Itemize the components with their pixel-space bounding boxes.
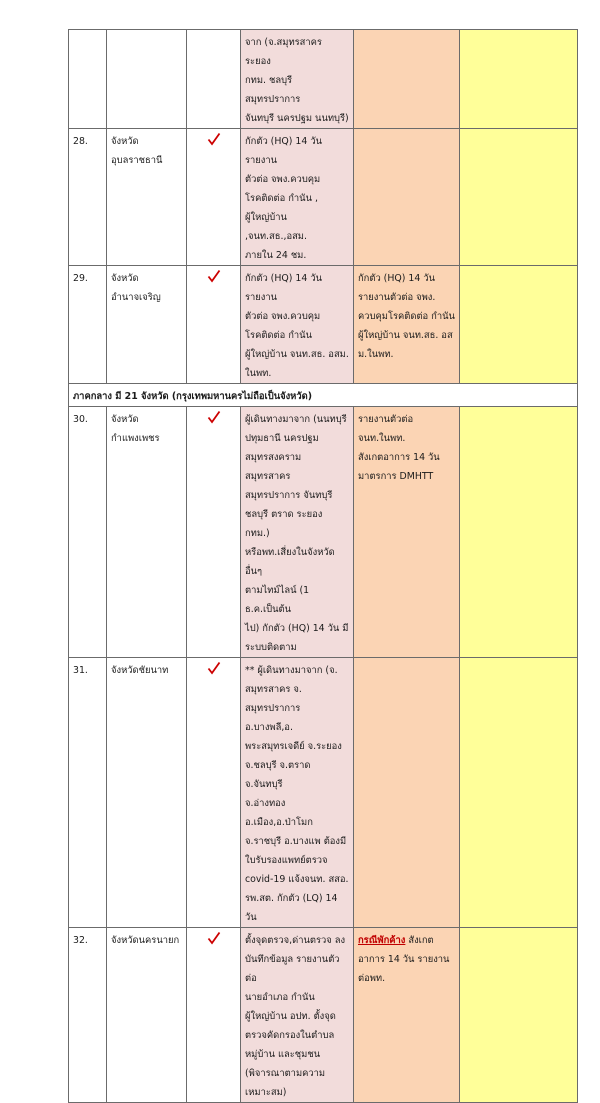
measure-text: กักตัว (HQ) 14 วัน รายงาน ตัวต่อ จพง.ควบคุม โรคติดต่อ กำนัน ผู้ใหญ่บ้าน จนท.สธ. อสม. ในพท. xyxy=(241,266,354,384)
yellow-cell xyxy=(460,30,578,129)
followup-text: สังเกต อาการ 14 วัน รายงาน ต่อพท. xyxy=(358,935,450,984)
row-number: 29. xyxy=(69,266,107,384)
yellow-cell xyxy=(460,658,578,928)
check-cell xyxy=(187,407,241,658)
yellow-cell xyxy=(460,407,578,658)
row-number: 31. xyxy=(69,658,107,928)
row-number: 28. xyxy=(69,129,107,266)
yellow-cell xyxy=(460,266,578,384)
followup-text: รายงานตัวต่อจนท.ในพท. สังเกตอาการ 14 วัน มาตรการ DMHTT xyxy=(354,407,460,658)
table-row xyxy=(69,928,578,1103)
emphasis-text: กรณีพักค้าง xyxy=(358,935,406,946)
check-cell xyxy=(187,266,241,384)
followup-text xyxy=(354,658,460,928)
measure-text: ** ผู้เดินทางมาจาก (จ. สมุทรสาคร จ. สมุทรปราการ อ.บางพลี,อ. พระสมุทรเจดีย์ จ.ระยอง จ.ชลบุรี จ.ตราด จ.จันทบุรี จ.อ่างทอง อ.เมือง,อ.ป่าโมก จ.ราชบุรี อ.บางแพ ต้องมี ใบรับรองแพทย์ตรวจ covid-19 แจ้งจนท. สสอ. รพ.สต. กักตัว (LQ) 14 วัน xyxy=(241,658,354,928)
check-cell xyxy=(187,658,241,928)
checkmark-icon xyxy=(207,132,221,146)
table-row xyxy=(69,658,578,928)
row-number: 30. xyxy=(69,407,107,658)
measure-text: ผู้เดินทางมาจาก (นนทบุรี ปทุมธานี นครปฐม สมุทรสงคราม สมุทรสาคร สมุทรปราการ จันทบุรี ชลบุรี ตราด ระยอง กทม.) หรือพท.เสี่ยงในจังหวัดอื่นๆ ตามไทม์ไลน์ (1 ธ.ค.เป็นต้น ไป) กักตัว (HQ) 14 วัน มี ระบบติดตาม xyxy=(241,407,354,658)
checkmark-icon xyxy=(207,410,221,424)
province-name: จังหวัดชัยนาท xyxy=(107,658,187,928)
check-cell xyxy=(187,928,241,1103)
province-name: จังหวัดนครนายก xyxy=(107,928,187,1103)
checkmark-icon xyxy=(207,931,221,945)
measure-text: จาก (จ.สมุทรสาคร ระยอง กทม. ชลบุรี สมุทรปราการ จันทบุรี นครปฐม นนทบุรี) xyxy=(241,30,354,129)
yellow-cell xyxy=(460,129,578,266)
row-number xyxy=(69,30,107,129)
section-heading: ภาคกลาง มี 21 จังหวัด (กรุงเทพมหานครไม่ถือเป็นจังหวัด) xyxy=(69,384,578,407)
followup-cell xyxy=(354,928,460,1103)
check-cell xyxy=(187,129,241,266)
province-name xyxy=(107,30,187,129)
yellow-cell xyxy=(460,928,578,1103)
check-cell xyxy=(187,30,241,129)
followup-text xyxy=(354,30,460,129)
checkmark-icon xyxy=(207,661,221,675)
row-number: 32. xyxy=(69,928,107,1103)
table-row xyxy=(69,407,578,658)
checkmark-icon xyxy=(207,269,221,283)
province-name: จังหวัด กำแพงเพชร xyxy=(107,407,187,658)
table-row xyxy=(69,129,578,266)
section-row xyxy=(69,384,578,407)
measure-text: ตั้งจุดตรวจ,ด่านตรวจ ลง บันทึกข้อมูล รายงานตัวต่อ นายอำเภอ กำนัน ผู้ใหญ่บ้าน อปท. ตั้งจุด ตรวจคัดกรองในตำบล หมู่บ้าน และชุมชน (พิจารณาตามความ เหมาะสม) xyxy=(241,928,354,1103)
province-measures-table xyxy=(68,29,578,1103)
followup-text xyxy=(354,129,460,266)
table-row xyxy=(69,30,578,129)
province-name: จังหวัด อำนาจเจริญ xyxy=(107,266,187,384)
measure-text: กักตัว (HQ) 14 วัน รายงาน ตัวต่อ จพง.ควบคุม โรคติดต่อ กำนัน , ผู้ใหญ่บ้าน ,จนท.สธ.,อสม. ภายใน 24 ชม. xyxy=(241,129,354,266)
followup-text: กักตัว (HQ) 14 วัน รายงานตัวต่อ จพง. ควบคุมโรคติดต่อ กำนัน ผู้ใหญ่บ้าน จนท.สธ. อส ม.ในพท. xyxy=(354,266,460,384)
province-name: จังหวัด อุบลราชธานี xyxy=(107,129,187,266)
table-row xyxy=(69,266,578,384)
